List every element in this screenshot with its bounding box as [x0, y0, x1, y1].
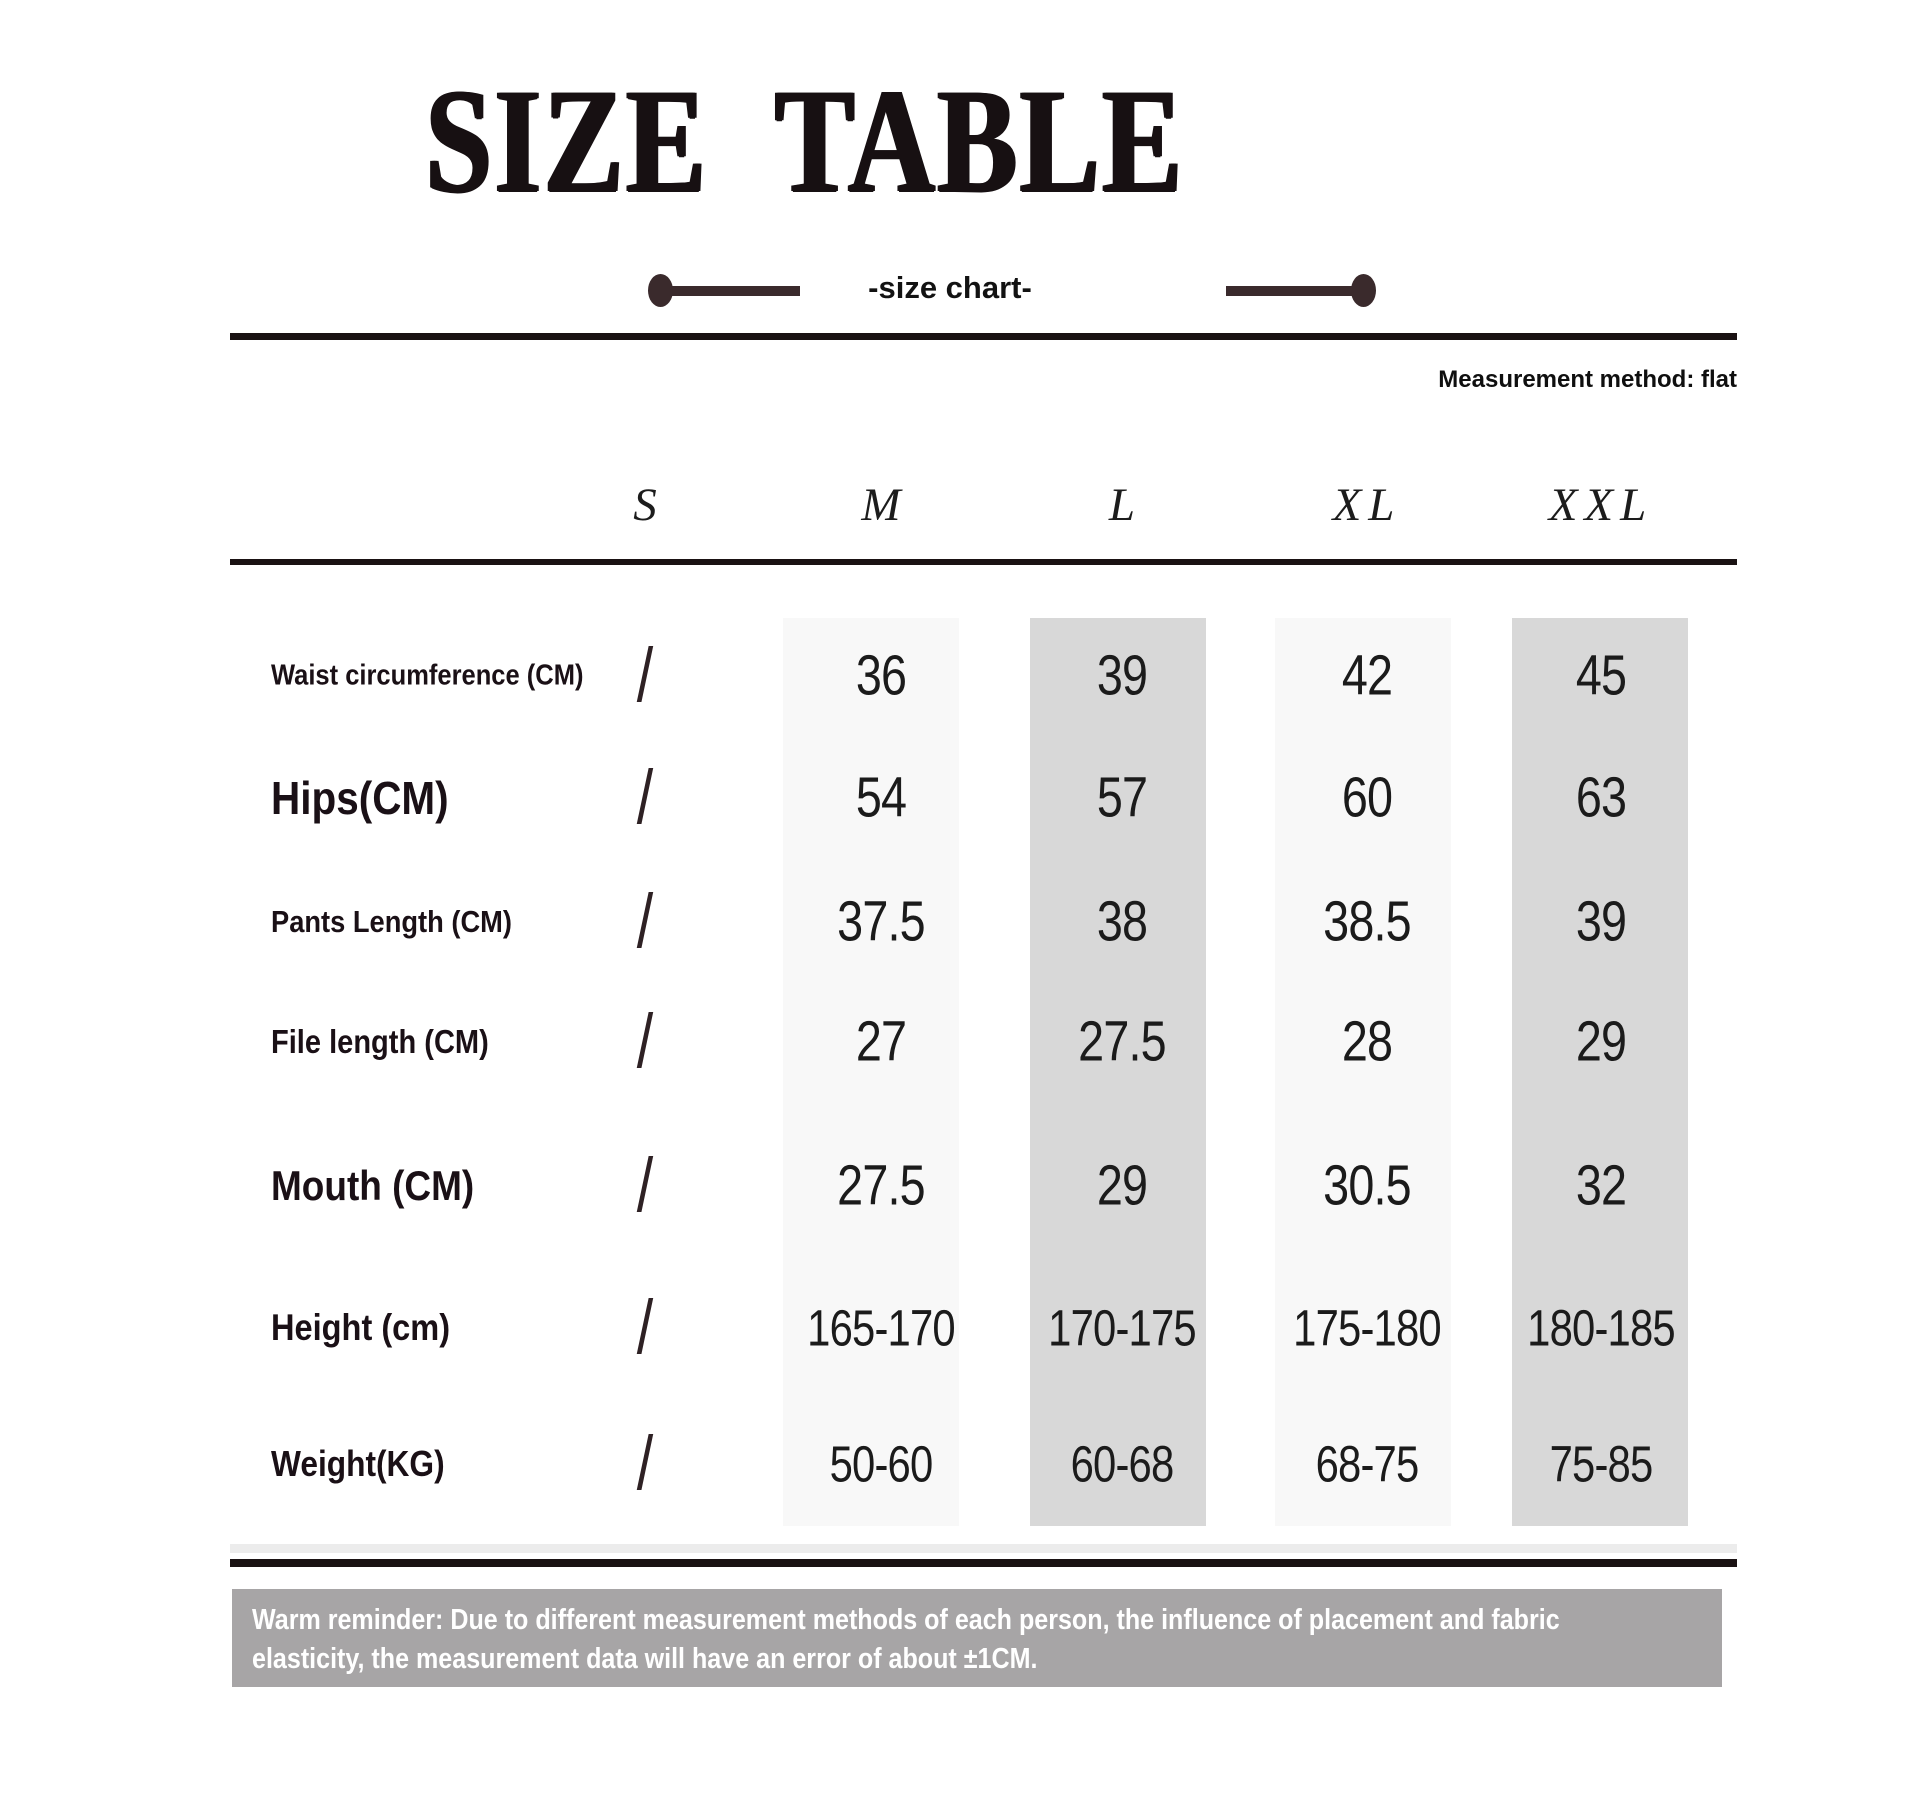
size-value-cell: 180-185	[1527, 1299, 1675, 1357]
size-value-cell: 45	[1575, 643, 1627, 708]
subtitle-right-dot	[1351, 274, 1376, 307]
size-s-empty-slash: /	[636, 1421, 654, 1506]
row-label: File length (CM)	[271, 1023, 489, 1060]
bottom-divider-shadow	[230, 1544, 1737, 1553]
size-value-cell: 57	[1096, 765, 1148, 830]
table-row	[0, 994, 1920, 1090]
size-value-cell: 30.5	[1323, 1153, 1411, 1218]
row-label: Mouth (CM)	[271, 1162, 475, 1209]
size-value-cell: 50-60	[829, 1435, 933, 1493]
row-label: Pants Length (CM)	[271, 904, 512, 939]
size-header-l: L	[1108, 479, 1136, 531]
size-value-cell: 27.5	[1078, 1009, 1166, 1074]
reminder-text-line1: Warm reminder: Due to different measurement methods of each person, the influence of placement and fabric	[252, 1604, 1560, 1636]
top-divider	[230, 333, 1737, 340]
size-value-cell: 170-175	[1048, 1299, 1196, 1357]
table-row	[0, 1280, 1920, 1376]
size-value-cell: 27	[855, 1009, 907, 1074]
size-value-cell: 28	[1341, 1009, 1393, 1074]
size-value-cell: 60-68	[1070, 1435, 1174, 1493]
size-value-cell: 32	[1575, 1153, 1627, 1218]
size-value-cell: 38	[1096, 889, 1148, 954]
size-value-cell: 75-85	[1549, 1435, 1653, 1493]
bottom-divider	[230, 1559, 1737, 1567]
size-value-cell: 60	[1341, 765, 1393, 830]
size-value-cell: 38.5	[1323, 889, 1411, 954]
size-value-cell: 42	[1341, 643, 1393, 708]
size-value-cell: 39	[1096, 643, 1148, 708]
size-value-cell: 68-75	[1315, 1435, 1419, 1493]
size-value-cell: 37.5	[837, 889, 925, 954]
subtitle-left-line	[668, 286, 800, 296]
size-value-cell: 165-170	[807, 1299, 955, 1357]
size-value-cell: 63	[1575, 765, 1627, 830]
size-header-s: S	[633, 479, 657, 531]
size-value-cell: 175-180	[1293, 1299, 1441, 1357]
row-label: Height (cm)	[271, 1307, 451, 1348]
warm-reminder-banner	[232, 1589, 1722, 1687]
table-row	[0, 1138, 1920, 1234]
size-s-empty-slash: /	[636, 1285, 654, 1370]
row-label: Hips(CM)	[271, 772, 449, 824]
reminder-text-line2: elasticity, the measurement data will have an error of about ±1CM.	[252, 1643, 1038, 1675]
size-header-m: M	[861, 479, 901, 531]
row-label: Weight(KG)	[271, 1443, 445, 1484]
size-s-empty-slash: /	[636, 879, 654, 964]
subtitle-right-line	[1226, 286, 1358, 296]
page-title: SIZE TABLE	[425, 58, 1185, 224]
table-row	[0, 750, 1920, 846]
header-divider	[230, 559, 1737, 565]
size-s-empty-slash: /	[636, 633, 654, 718]
size-header-xl: XL	[1332, 479, 1402, 531]
table-row	[0, 874, 1920, 970]
size-s-empty-slash: /	[636, 999, 654, 1084]
size-value-cell: 29	[1096, 1153, 1148, 1218]
size-value-cell: 39	[1575, 889, 1627, 954]
page-subtitle: -size chart-	[868, 270, 1032, 305]
size-s-empty-slash: /	[636, 1143, 654, 1228]
table-row	[0, 1416, 1920, 1512]
measurement-note: Measurement method: flat	[1438, 366, 1737, 393]
size-s-empty-slash: /	[636, 755, 654, 840]
table-row	[0, 628, 1920, 724]
size-value-cell: 27.5	[837, 1153, 925, 1218]
row-label: Waist circumference (CM)	[271, 659, 584, 692]
size-value-cell: 54	[855, 765, 907, 830]
size-header-xxl: XXL	[1548, 479, 1654, 531]
size-value-cell: 36	[855, 643, 907, 708]
size-value-cell: 29	[1575, 1009, 1627, 1074]
